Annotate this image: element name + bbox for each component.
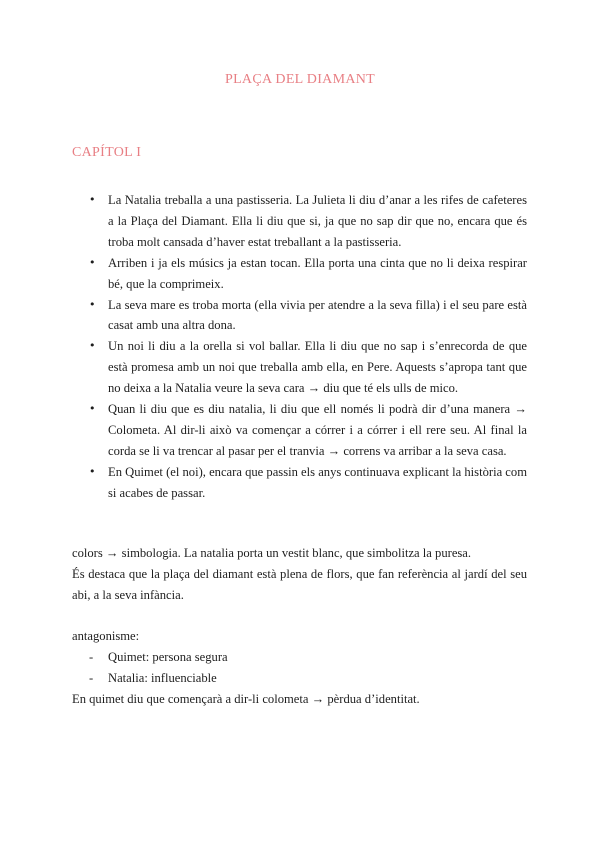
- bullet-item: • La Natalia treballa a una pastisseria. La Julieta li diu d’anar a les rifes de cafeteres a la Plaça del Diamant. Ella li diu que si, ja que no sap dir que no, encara que és troba molt cansada d’haver estat treballant a la pastisseria.: [72, 190, 527, 253]
- antagonism-item: - Quimet: persona segura: [72, 647, 527, 668]
- bullet-item: • Un noi li diu a la orella si vol ballar. Ella li diu que no sap i s’enrecorda de que està promesa amb un noi que treballa amb ella, en Pere. Aquests s’apropa tant que no deixa a la Natalia veure la seva cara → diu que té els ulls de mico.: [72, 336, 527, 399]
- bullet-item: • Quan li diu que es diu natalia, li diu que ell només li podrà dir d’una manera → Colometa. Al dir-li això va començar a córrer i a córrer i ell rere seu. Al final la corda se li va trencar al pasar per el tranvia → correns va arribar a la seva casa.: [72, 399, 527, 462]
- identity-paragraph: En quimet diu que començarà a dir-li colometa → pèrdua d’identitat.: [72, 691, 420, 706]
- bullet-item: • En Quimet (el noi), encara que passin els anys continuava explicant la història com si acabes de passar.: [72, 462, 527, 504]
- antagonism-item: - Natalia: influenciable: [72, 668, 527, 689]
- antagonism-list: [72, 647, 527, 689]
- symbolism-section: [72, 543, 527, 606]
- bullet-item: • La seva mare es troba morta (ella vivia per atendre a la seva filla) i el seu pare està casat amb una altra dona.: [72, 295, 527, 337]
- chapter-heading: CAPÍTOL I: [72, 145, 142, 160]
- antagonism-section: [72, 626, 527, 710]
- document-title: PLAÇA DEL DIAMANT: [224, 72, 376, 87]
- antagonism-label: antagonisme:: [72, 629, 140, 643]
- bullet-item: • Arriben i ja els músics ja estan tocan. Ella porta una cinta que no li deixa respirar bé, que la comprimeix.: [72, 253, 527, 295]
- summary-bullet-list: [72, 190, 527, 504]
- colors-paragraph: colors → simbologia. La natalia porta un vestit blanc, que simbolitza la puresa.: [72, 546, 472, 560]
- flowers-paragraph: És destaca que la plaça del diamant està plena de flors, que fan referència al jardí del seu abi, a la seva infància.: [72, 566, 527, 602]
